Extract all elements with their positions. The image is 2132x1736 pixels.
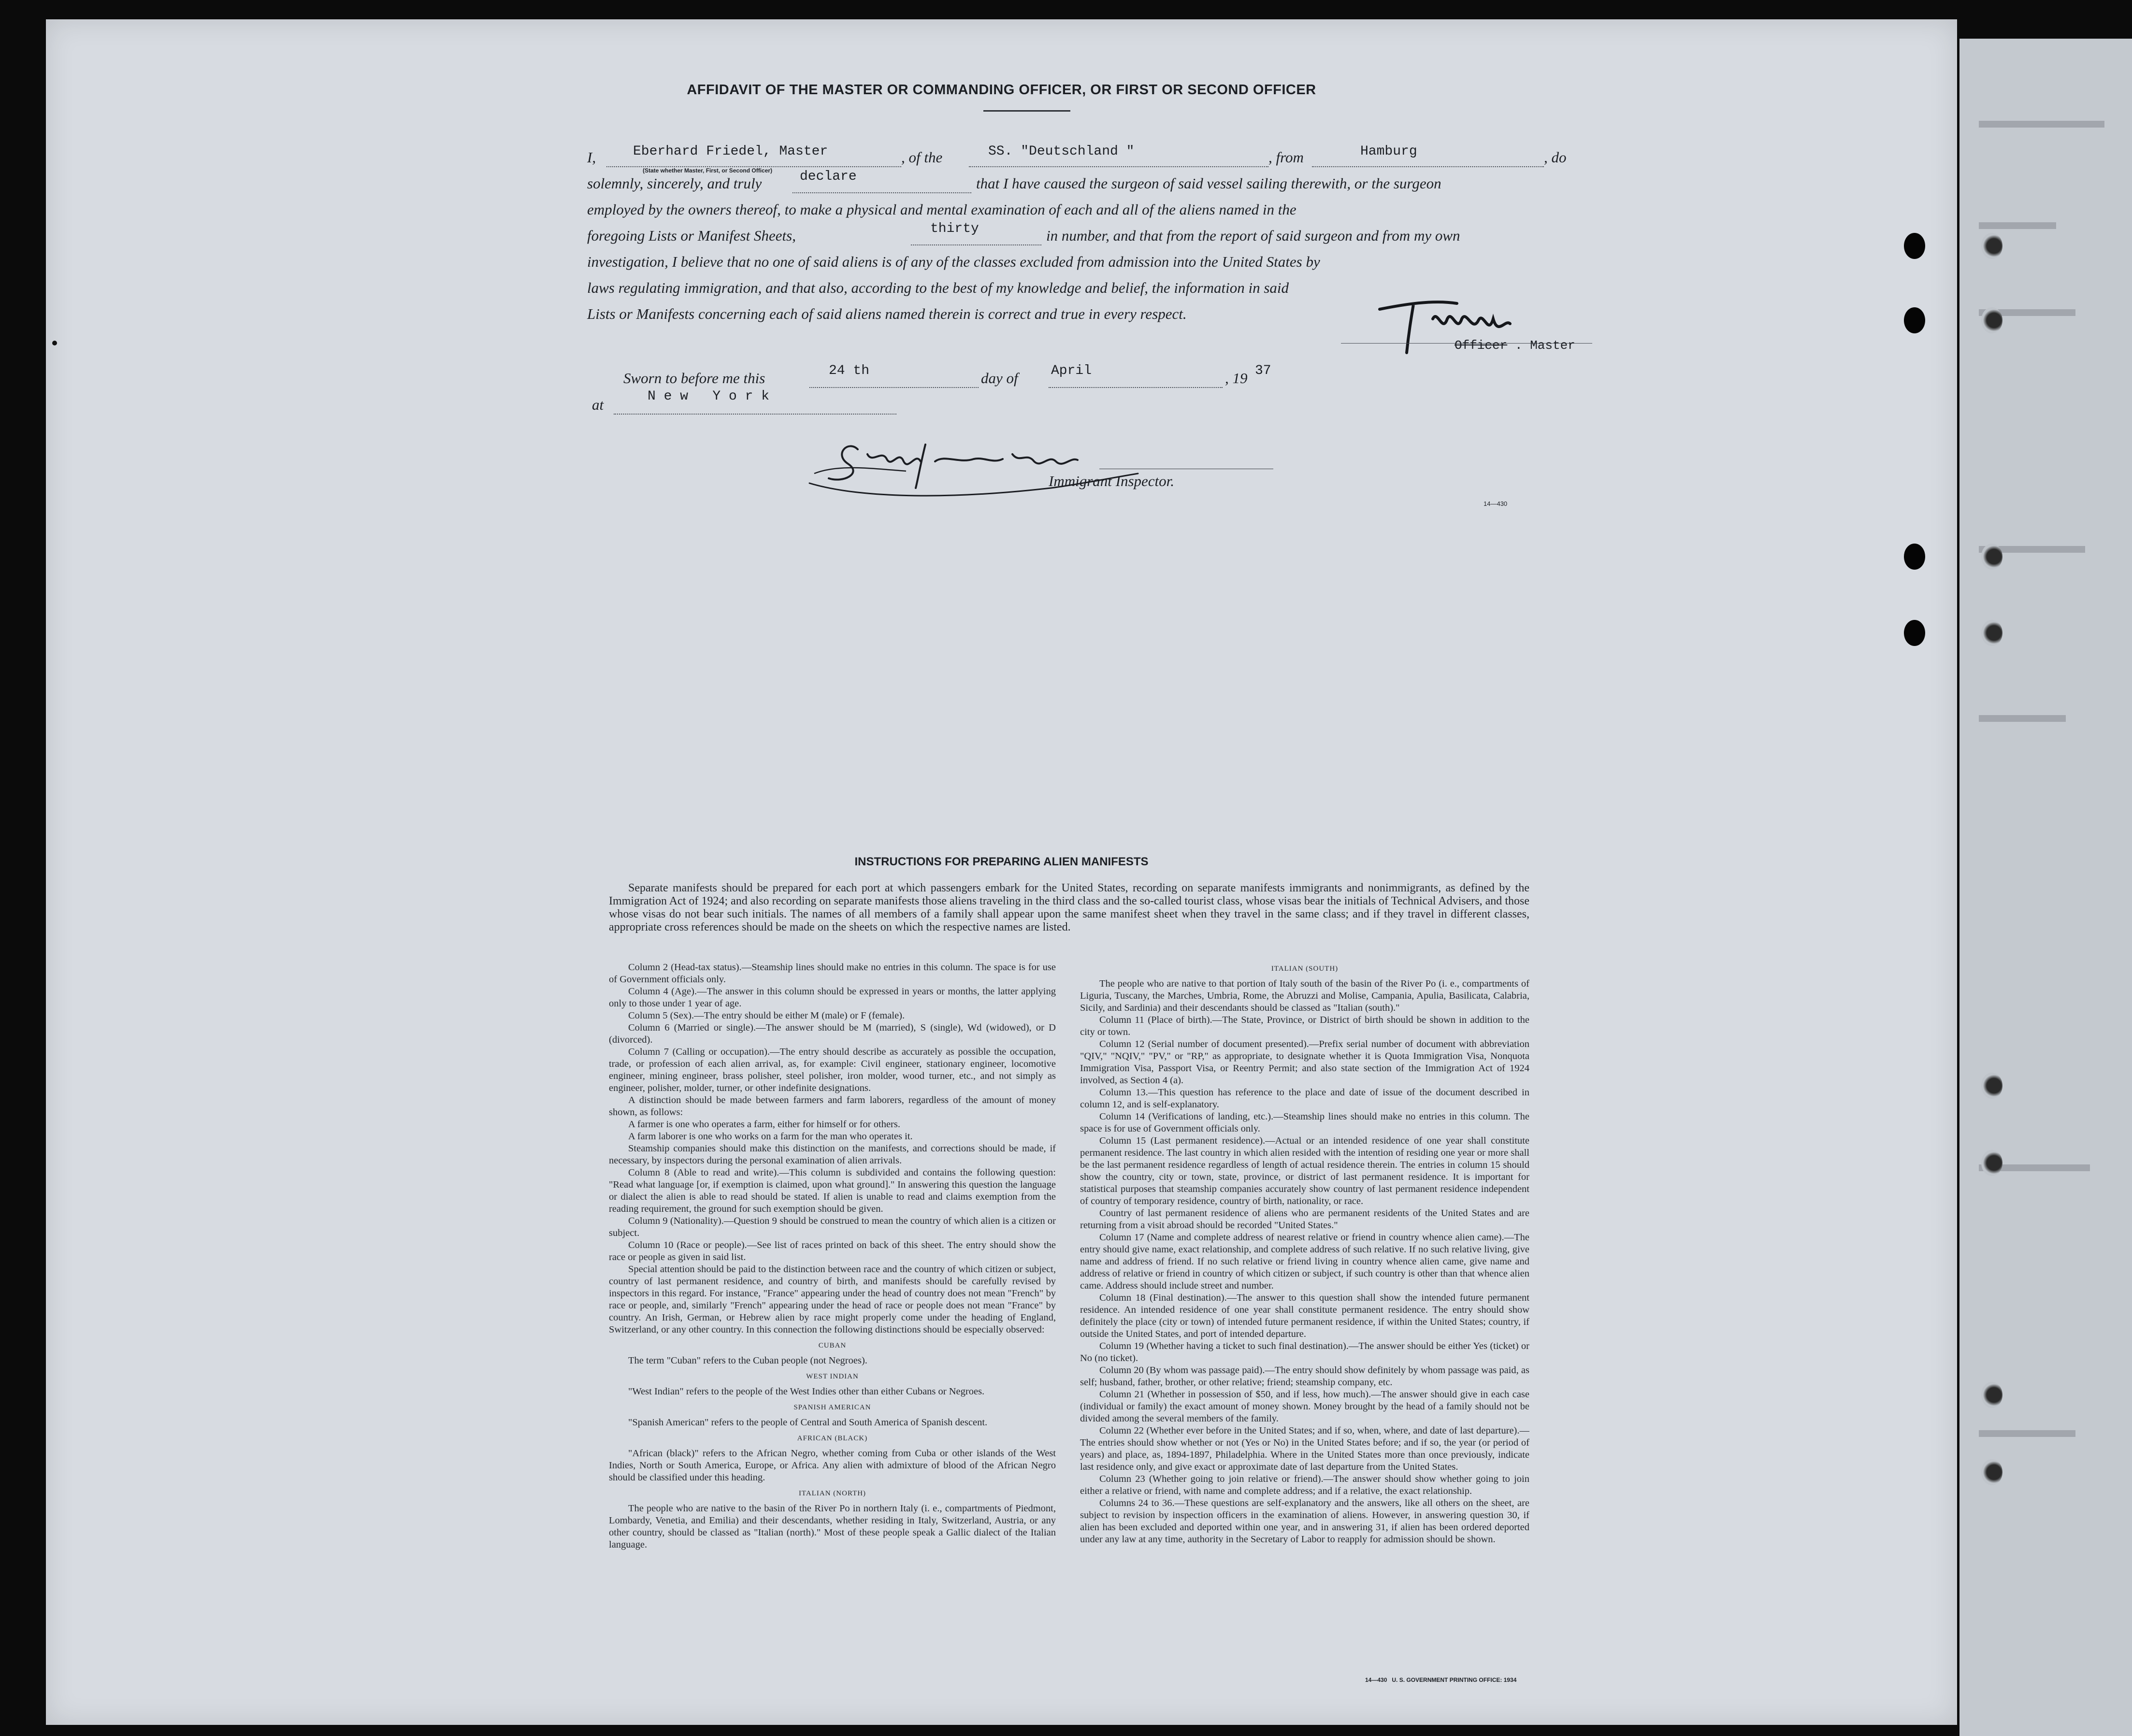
master-title: . Master (1515, 338, 1575, 353)
instruction-paragraph: The people who are native to that portion of Italy south of the basin of the River Po (i. e., compartments of Liguria, Tuscany, the Marches, Umbria, Rome, the Abruzzi and Molise, Campania, Apulia, Basilicata, Calabria, Sicily, and Sardinia) and their descendants should be classed as "Italian (south)." (1080, 978, 1529, 1013)
ghost-line (1979, 121, 2104, 128)
instruction-paragraph: Columns 24 to 36.—These questions are self-explanatory and the answers, like all others on the sheet, are subject to revision by inspection officers in the examination of aliens. However, in answering question 30, if alien has been excluded and deported within one year, and in answering 31, if alien has been ordered deported under any law at any time, authority in the Secretary of Labor to reapply for admission should be shown. (1080, 1498, 1529, 1545)
binder-hole (1981, 1150, 2002, 1176)
binder-hole (1904, 620, 1925, 646)
year-prefix: , 19 (1225, 370, 1248, 387)
ghost-line (1979, 222, 2056, 229)
instruction-paragraph: Column 9 (Nationality).—Question 9 should be construed to mean the country of which alien is a citizen or subject. (609, 1216, 1056, 1238)
binder-hole (1981, 620, 2002, 646)
instructions-heading: INSTRUCTIONS FOR PREPARING ALIEN MANIFESTS (854, 855, 1149, 868)
instruction-paragraph: A distinction should be made between farmers and farm laborers, regardless of the amount of money shown, as follows: (609, 1095, 1056, 1118)
instruction-paragraph: A farm laborer is one who works on a farm for the man who operates it. (628, 1131, 913, 1142)
of-the-text: , of the (901, 149, 943, 166)
binder-hole (1981, 307, 2002, 333)
instruction-paragraph: Column 4 (Age).—The answer in this column should be expressed in years or months, the latter applying only to those under 1 year of age. (609, 986, 1056, 1009)
binder-hole (1904, 307, 1925, 333)
instruction-paragraph: Column 21 (Whether in possession of $50, and if less, how much).—The answer should give in each case (individual or family) the exact amount of money shown. Money brought by the head of a family should not be divided among the several members of the family. (1080, 1389, 1529, 1424)
instruction-paragraph: Column 22 (Whether ever before in the United States; and if so, when, where, and date of last departure).—The entries should show whether or not (Yes or No) in the United States before; and if so, the year (or period of years) and place, as, 1894-1897, Philadelphia. Where in the United States more than once previously, indicate last residence only, and give exact or approximate date of last departure from the United States. (1080, 1425, 1529, 1472)
ghost-line (1979, 715, 2066, 722)
instruction-paragraph: Steamship companies should make this distinction on the manifests, and corrections should be made, if necessary, by inspectors during the personal examination of alien arrivals. (609, 1143, 1056, 1166)
sworn-place-value: N e w Y o r k (648, 389, 770, 404)
instruction-paragraph: Column 11 (Place of birth).—The State, Province, or District of birth should be shown in addition to the city or town. (1080, 1015, 1529, 1037)
binder-hole (1981, 1073, 2002, 1099)
margin-dot (52, 341, 57, 345)
binder-hole (1904, 544, 1925, 570)
section-paragraph: "Spanish American" refers to the people of Central and South America of Spanish descent. (628, 1417, 988, 1428)
line4-end: in number, and that from the report of said surgeon and from my own (1046, 227, 1460, 244)
italian-south-heading: ITALIAN (SOUTH) (1271, 965, 1339, 973)
instruction-paragraph: Column 10 (Race or people).—See list of races printed on back of this sheet. The entry should show the race or people as given in said list. (609, 1240, 1056, 1263)
section-paragraph: The term "Cuban" refers to the Cuban people (not Negroes). (628, 1355, 867, 1366)
section-paragraph: "West Indian" refers to the people of the West Indies other than either Cubans or Negroes. (628, 1386, 985, 1397)
inspector-label: Immigrant Inspector. (1049, 473, 1175, 489)
officer-struck: Officer (1455, 338, 1508, 353)
at-text: at (592, 396, 604, 413)
instruction-paragraph: Column 19 (Whether having a ticket to such final destination).—The answer should be either Yes (ticket) or No (no ticket). (1080, 1341, 1529, 1363)
affidavit-i: I, (587, 149, 596, 166)
line7: Lists or Manifests concerning each of said aliens named therein is correct and true in every respect. (587, 305, 1187, 322)
sheets-value: thirty (930, 221, 979, 236)
instruction-paragraph: Column 20 (By whom was passage paid).—The entry should show definitely by whom passage was paid, as self; husband, father, brother, or other relative; friend; steamship company, etc. (1080, 1365, 1529, 1388)
sworn-year-value: 37 (1255, 363, 1271, 378)
section-heading: AFRICAN (BLACK) (797, 1435, 868, 1442)
sworn-prefix: Sworn to before me this (623, 370, 765, 387)
binder-hole (1904, 233, 1925, 259)
line2-end: that I have caused the surgeon of said vessel sailing therewith, or the surgeon (976, 175, 1441, 192)
printing-footer: 14—430 U. S. GOVERNMENT PRINTING OFFICE: 1934 (1365, 1677, 1517, 1683)
binder-hole (1981, 1459, 2002, 1485)
instruction-paragraph: Column 18 (Final destination).—The answer to this question shall show the intended future permanent residence. An intended residence of one year shall constitute permanent residence. The entry should show definitely the place (city or town) of intended future permanent residence, if within the United States; country, if outside the United States, and port of intended departure. (1080, 1292, 1529, 1339)
affidavit-heading: AFFIDAVIT OF THE MASTER OR COMMANDING OFFICER, OR FIRST OR SECOND OFFICER (687, 82, 1316, 98)
instructions-right-column (1080, 959, 1529, 1664)
instruction-paragraph: Column 15 (Last permanent residence).—Actual or an intended residence of one year shall constitute permanent residence. The last country in which alien resided with the intention of residing one year or more shall be the last permanent residence regardless of length of actual residence therein. The entries in column 15 should show the country, city or town, state, province, or district of last permanent residence. It is important for statistical purposes that steamship companies accurately show country of last permanent residence independent of country of temporary residence, country of birth, nationality, or race. (1080, 1135, 1529, 1206)
intro-paragraph: Separate manifests should be prepared for each port at which passengers embark for the United States, recording on separate manifests immigrants and nonimmigrants, as defined by the Immigration Act of 1924; and also recording on separate manifests those aliens traveling in the third class and the so-called tourist class, whose visas bear the initials of Technical Advisers, and those whose visas do not bear such initials. The names of all members of a family shall appear upon the same manifest sheet when they travel in the same class; and if they travel in different classes, appropriate cross references should be made on the sheets on which the respective names are listed. (609, 882, 1529, 933)
section-heading: CUBAN (818, 1342, 847, 1349)
instruction-paragraph: Column 5 (Sex).—The entry should be either M (male) or F (female). (628, 1010, 905, 1021)
binder-hole (1981, 1382, 2002, 1408)
state-note: (State whether Master, First, or Second Officer) (643, 167, 773, 174)
instruction-paragraph: A farmer is one who operates a farm, either for himself or for others. (628, 1119, 900, 1130)
section-heading: WEST INDIAN (806, 1373, 859, 1380)
instructions-left-column (609, 961, 1056, 1696)
section-paragraph: The people who are native to the basin of the River Po in northern Italy (i. e., compartments of Piedmont, Lombardy, Venetia, and Emilia) and their descendants, whether residing in Italy, Switzerland, Austria, or any other country, should be classed as "Italian (north)." Most of these people speak a Gallic dialect of the Italian language. (609, 1503, 1056, 1550)
instructions-intro (609, 882, 1529, 934)
instruction-paragraph: Column 23 (Whether going to join relative or friend).—The answer should show whether going to join either a relative or friend, with name and complete address; and if a relative, the exact relationship. (1080, 1474, 1529, 1496)
form-number: 14—430 (1484, 500, 1508, 507)
vessel-name-value: SS. "Deutschland " (988, 144, 1135, 159)
instruction-paragraph: Column 7 (Calling or occupation).—The entry should describe as accurately as possible the occupation, trade, or profession of each alien arrival, as, for example: Civil engineer, stationary engineer, locomotive engineer, mining engineer, brass polisher, steel polisher, iron molder, wood turner, etc., and not simply as engineer, polisher, molder, turner, or other indefinite designations. (609, 1047, 1056, 1093)
instruction-paragraph: Column 2 (Head-tax status).—Steamship lines should make no entries in this column. The space is for use of Government officials only. (609, 962, 1056, 985)
declare-value: declare (800, 169, 857, 184)
day-of-text: day of (981, 370, 1018, 387)
line5: investigation, I believe that no one of said aliens is of any of the classes excluded from admission into the United States by (587, 253, 1320, 270)
instruction-paragraph: Column 17 (Name and complete address of nearest relative or friend in country whence alien came).—The entry should give name, exact relationship, and complete address of such relative. If no such relative living, give name and address of friend. If no such relative or friend living in country whence alien came, give name and address of relative or friend in country of which citizen or subject, if such country is other than that whence alien came. Address should include street and number. (1080, 1232, 1529, 1291)
ghost-line (1979, 1430, 2075, 1437)
port-underline (1312, 149, 1544, 167)
binder-hole (1981, 544, 2002, 570)
instruction-paragraph: Country of last permanent residence of aliens who are permanent residents of the United States and are returning from a visit abroad should be recorded "United States." (1080, 1208, 1529, 1231)
instruction-paragraph: Special attention should be paid to the distinction between race and the country of which citizen or subject, country of last permanent residence, and country of birth, and manifests should be carefully revised by inspectors in this regard. For instance, "France" appearing under the head of country does not mean "French" by race or people, and, similarly "French" appearing under the head of race or people does not mean "France" by country. An Irish, German, or Hebrew alien by race might properly come under the heading of England, Switzerland, or any other country. In this connection the following distinctions should be especially observed: (609, 1264, 1056, 1335)
instruction-paragraph: Column 13.—This question has reference to the place and date of issue of the document described in column 12, and is self-explanatory. (1080, 1087, 1529, 1110)
section-heading: SPANISH AMERICAN (793, 1404, 871, 1411)
binder-hole (1981, 233, 2002, 259)
master-name-value: Eberhard Friedel, Master (633, 144, 828, 159)
line6: laws regulating immigration, and that also, according to the best of my knowledge and belief, the information in said (587, 279, 1289, 296)
instruction-paragraph: Column 14 (Verifications of landing, etc.).—Steamship lines should make no entries in this column. The space is for use of Government officials only. (1080, 1111, 1529, 1134)
section-heading: ITALIAN (NORTH) (798, 1490, 866, 1497)
sworn-day-value: 24 th (829, 363, 870, 378)
section-paragraph: "African (black)" refers to the African Negro, whether coming from Cuba or other islands of the West Indies, North or South America, Europe, or Africa. Any alien with admixture of blood of the African Negro should be classified under this heading. (609, 1448, 1056, 1483)
manifest-page (46, 19, 1957, 1725)
instruction-paragraph: Column 12 (Serial number of document presented).—Prefix serial number of document with abbreviation "QIV," "NQIV," "PV," or "RP," as appropriate, to designate whether it is Quota Immigration Visa, Nonquota Immigration Visa, Passport Visa, or Reentry Permit; and also state section of the Immigration Act of 1924 involved, as Section 4 (a). (1080, 1039, 1529, 1086)
port-value: Hamburg (1360, 144, 1417, 159)
from-text: , from (1268, 149, 1304, 166)
do-text: , do (1544, 149, 1567, 166)
line2-start: solemnly, sincerely, and truly (587, 175, 762, 192)
instruction-paragraph: Column 6 (Married or single).—The answer should be M (married), S (single), Wd (widowed), or D (divorced). (609, 1022, 1056, 1045)
sworn-month-value: April (1051, 363, 1092, 378)
line3: employed by the owners thereof, to make a physical and mental examination of each and all of the aliens named in the (587, 201, 1296, 218)
heading-rule (983, 110, 1070, 112)
instruction-paragraph: Column 8 (Able to read and write).—This column is subdivided and contains the following question: "Read what language [or, if exemption is claimed, upon what ground]." In answering this question the language or dialect the alien is able to read should be stated. If alien is unable to read and claims exemption from the reading requirement, the ground for such exemption should be given. (609, 1167, 1056, 1214)
line4-start: foregoing Lists or Manifest Sheets, (587, 227, 796, 244)
